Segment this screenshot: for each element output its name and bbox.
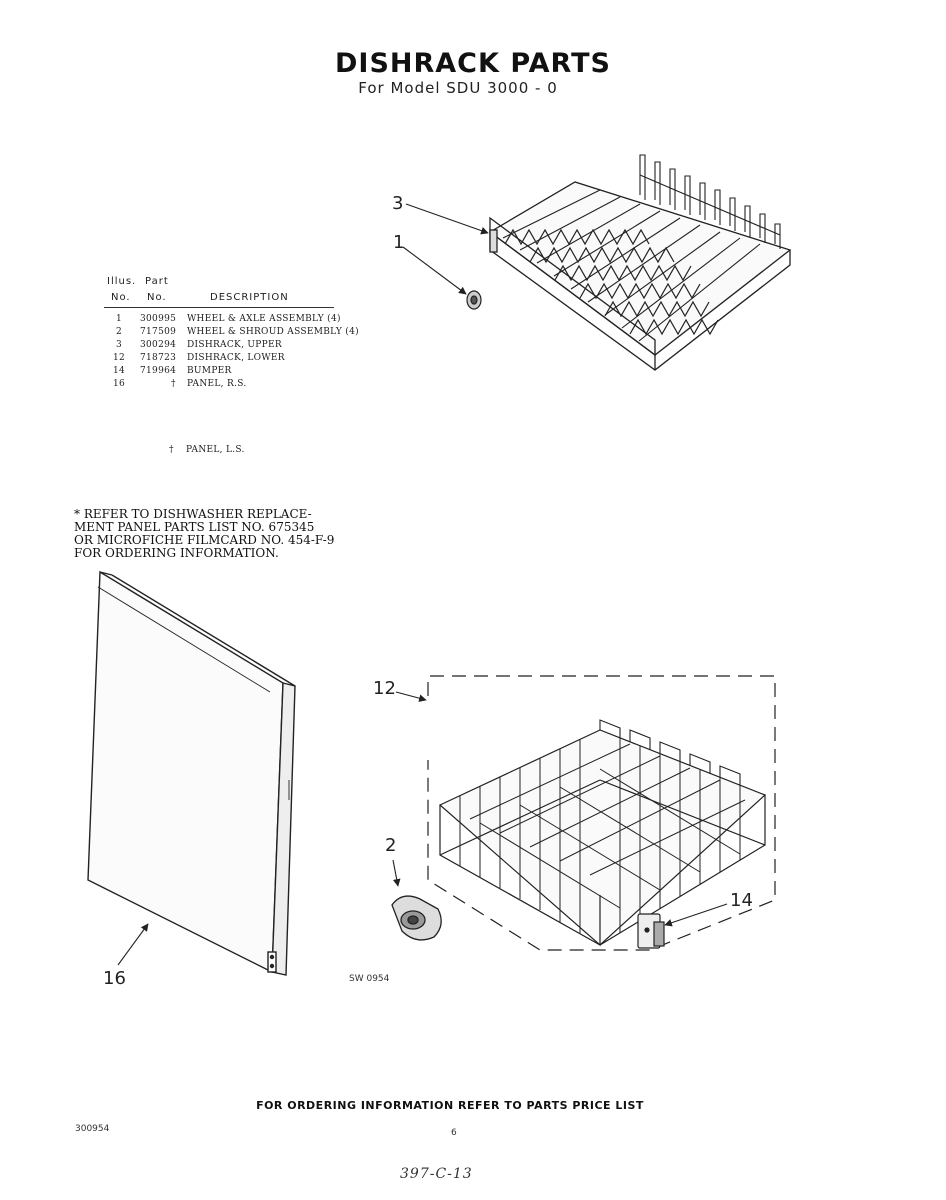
- row-3-illus: 3: [116, 340, 123, 350]
- header-part-top: Part: [145, 276, 169, 287]
- row-5-part: 719964: [140, 366, 177, 376]
- row-3-part: 300294: [140, 340, 177, 350]
- note-line-1: * REFER TO DISHWASHER REPLACE-: [74, 507, 312, 521]
- row-1-part: 300995: [140, 314, 177, 324]
- wheel-axle-drawing: [467, 291, 481, 309]
- note-line-2: MENT PANEL PARTS LIST NO. 675345: [74, 520, 315, 534]
- note-line-4: FOR ORDERING INFORMATION.: [74, 546, 279, 560]
- ordering-footer: FOR ORDERING INFORMATION REFER TO PARTS PRICE LIST: [256, 1099, 644, 1112]
- page-title: DISHRACK PARTS: [335, 48, 611, 79]
- row-4-illus: 12: [113, 353, 126, 363]
- figure-code: SW 0954: [349, 974, 390, 984]
- wheel-shroud-drawing: [392, 896, 441, 940]
- leader-3: [406, 204, 488, 233]
- model-subtitle: For Model SDU 3000 - 0: [358, 79, 558, 97]
- leader-12: [396, 692, 426, 700]
- callout-16: 16: [103, 968, 126, 989]
- row-5-description: BUMPER: [187, 366, 232, 376]
- callout-1: 1: [393, 232, 405, 253]
- row-4-part: 718723: [140, 353, 177, 363]
- document-code: 300954: [75, 1124, 110, 1134]
- row-1-illus: 1: [116, 314, 123, 324]
- leader-1: [403, 247, 466, 294]
- row-2-part: 717509: [140, 327, 177, 337]
- row-2-description: WHEEL & SHROUD ASSEMBLY (4): [187, 327, 359, 337]
- note-line-3: OR MICROFICHE FILMCARD NO. 454-F-9: [74, 533, 335, 547]
- leader-16: [118, 924, 148, 965]
- panel-drawing: [88, 572, 295, 975]
- header-illus-bottom: No.: [111, 292, 131, 303]
- row-2-illus: 2: [116, 327, 123, 337]
- row-4-description: DISHRACK, LOWER: [187, 353, 285, 363]
- header-illus-top: Illus.: [107, 276, 137, 287]
- row-5-illus: 14: [113, 366, 126, 376]
- row-6-part: †: [171, 379, 176, 389]
- upper-dishrack-drawing: [490, 155, 790, 370]
- header-part-bottom: No.: [147, 292, 167, 303]
- extra-description: PANEL, L.S.: [186, 445, 245, 455]
- page-number: 6: [451, 1128, 457, 1138]
- row-6-description: PANEL, R.S.: [187, 379, 247, 389]
- leader-2: [393, 860, 398, 886]
- extra-mark: †: [169, 445, 174, 455]
- callout-14: 14: [730, 890, 753, 911]
- callout-2: 2: [385, 835, 397, 856]
- callout-3: 3: [392, 193, 404, 214]
- row-6-illus: 16: [113, 379, 126, 389]
- header-description: DESCRIPTION: [210, 292, 289, 303]
- lower-dishrack-drawing: [440, 720, 765, 945]
- callout-12: 12: [373, 678, 396, 699]
- row-3-description: DISHRACK, UPPER: [187, 340, 282, 350]
- bumper-drawing: [638, 914, 664, 948]
- leader-14: [665, 904, 727, 925]
- handwritten-code: 397-C-13: [400, 1166, 473, 1182]
- row-1-description: WHEEL & AXLE ASSEMBLY (4): [187, 314, 341, 324]
